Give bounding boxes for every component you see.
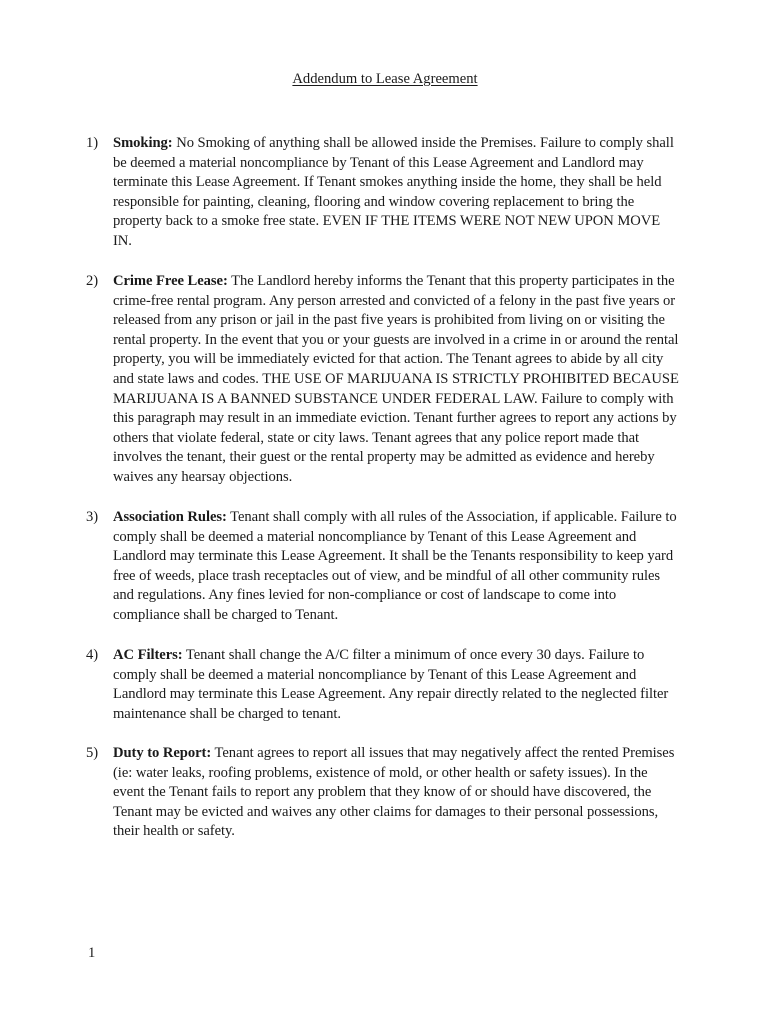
clause-crime-free-lease bbox=[86, 272, 686, 488]
clause-heading: Association Rules: bbox=[113, 509, 227, 525]
clause-body bbox=[113, 134, 682, 252]
clause-text: Tenant agrees to report all issues that may negatively affect the rented Premises (ie: water leaks, roofing problems, existence of mold, or other health or safety issues). In the event the Tenant fails to report any problem that they know of or should have discovered, the Tenant may be evicted and waives any other claims for damages to their personal possessions, their health or safety. bbox=[113, 745, 675, 840]
clause-ac-filters bbox=[86, 646, 686, 724]
clause-heading: Crime Free Lease: bbox=[113, 273, 228, 289]
clause-association-rules bbox=[86, 508, 686, 626]
clause-number: 4) bbox=[86, 647, 99, 663]
clause-number: 1) bbox=[86, 135, 99, 151]
clause-body bbox=[113, 508, 682, 626]
clause-duty-to-report bbox=[86, 744, 686, 842]
clause-text: Tenant shall change the A/C filter a minimum of once every 30 days. Failure to comply shall be deemed a material noncompliance by Tenant of this Lease Agreement and Landlord may terminate this Lease Agreement. Any repair directly related to the neglected filter maintenance shall be charged to tenant. bbox=[113, 647, 669, 722]
clause-number: 3) bbox=[86, 509, 99, 525]
clause-smoking bbox=[86, 134, 686, 252]
clause-number: 2) bbox=[86, 273, 99, 289]
clause-text: No Smoking of anything shall be allowed inside the Premises. Failure to comply shall be deemed a material noncompliance by Tenant of this Lease Agreement and Landlord may terminate this Lease Agreement. If Tenant smokes anything inside the home, they shall be held responsible for painting, cleaning, flooring and window covering replacement to bring the property back to a smoke free state. EVEN IF THE ITEMS WERE NOT NEW UPON MOVE IN. bbox=[113, 135, 674, 249]
clause-body bbox=[113, 744, 682, 842]
clause-heading: Smoking: bbox=[113, 135, 173, 151]
clause-text: Tenant shall comply with all rules of the Association, if applicable. Failure to comply shall be deemed a material noncompliance by Tenant of this Lease Agreement and Landlord may terminate this Lease Agreement. It shall be the Tenants responsibility to keep yard free of weeds, place trash receptacles out of view, and be mindful of all other community rules and regulations. Any fines levied for non-compliance or cost of landscape to come into compliance shall be charged to Tenant. bbox=[113, 509, 677, 623]
page-title: Addendum to Lease Agreement bbox=[292, 71, 478, 87]
clause-heading: Duty to Report: bbox=[113, 745, 212, 761]
clause-heading: AC Filters: bbox=[113, 647, 183, 663]
clause-number: 5) bbox=[86, 745, 99, 761]
page-number: 1 bbox=[88, 945, 96, 961]
clause-body bbox=[113, 272, 682, 488]
clause-text: The Landlord hereby informs the Tenant that this property participates in the crime-free rental program. Any person arrested and convicted of a felony in the past five years or released from any prison or jail in the past five years is prohibited from living on or visiting the rental property. In the event that you or your guests are involved in a crime in or around the rental property, you will be immediately evicted for that action. The Tenant agrees to abide by all city and state laws and codes. THE USE OF MARIJUANA IS STRICTLY PROHIBITED BECAUSE MARIJUANA IS A BANNED SUBSTANCE UNDER FEDERAL LAW. Failure to comply with this paragraph may result in an immediate eviction. Tenant further agrees to report any actions by others that violate federal, state or city laws. Tenant agrees that any police report made that involves the tenant, their guest or the rental property may be admitted as evidence and hereby waives any hearsay objections. bbox=[113, 273, 679, 485]
clause-body bbox=[113, 646, 682, 724]
